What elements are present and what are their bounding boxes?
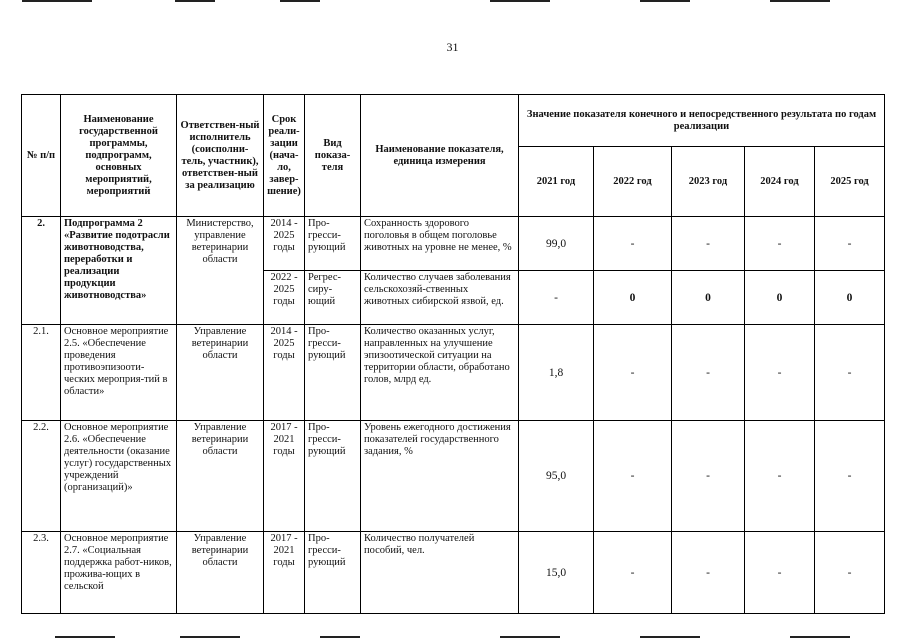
value-2023: - xyxy=(672,532,745,614)
row-num: 2.2. xyxy=(22,421,61,532)
top-scan-rule-6 xyxy=(770,0,830,2)
row-program-name: Основное мероприятие 2.6. «Обеспечение деятельности (оказание услуг) государственных учреждений (организаций)» xyxy=(61,421,177,532)
top-scan-rule-4 xyxy=(490,0,550,2)
row-term: 2022 - 2025 годы xyxy=(264,271,305,325)
row-responsible: Управление ветеринарии области xyxy=(177,421,264,532)
row-indicator-name: Количество оказанных услуг, направленных на улучшение эпизоотической ситуации на территории области, обработано голов, млрд ед. xyxy=(361,325,519,421)
bottom-scan-rule-1 xyxy=(55,636,115,638)
value-2024: - xyxy=(745,532,815,614)
row-indicator-type: Про-гресси-рующий xyxy=(305,421,361,532)
header-year-2023: 2023 год xyxy=(672,147,745,217)
header-responsible: Ответствен-ный исполнитель (соисполни-тель, участник), ответствен-ный за реализацию xyxy=(177,95,264,217)
header-indicator: Наименование показателя, единица измерения xyxy=(361,95,519,217)
header-type: Вид показа-теля xyxy=(305,95,361,217)
header-name: Наименование государственной программы, подпрограмм, основных мероприятий, мероприятий xyxy=(61,95,177,217)
top-scan-rule-5 xyxy=(640,0,690,2)
bottom-scan-rule-2 xyxy=(180,636,240,638)
value-2023: - xyxy=(672,217,745,271)
row-indicator-name: Количество случаев заболевания сельскохозяй-ственных животных сибирской язвой, ед. xyxy=(361,271,519,325)
row-indicator-name: Сохранность здорового поголовья в общем поголовье животных на уровне не менее, % xyxy=(361,217,519,271)
row-responsible: Управление ветеринарии области xyxy=(177,532,264,614)
bottom-scan-rule-5 xyxy=(640,636,700,638)
header-year-2021: 2021 год xyxy=(519,147,594,217)
table-row xyxy=(22,325,885,421)
bottom-scan-rule-3 xyxy=(320,636,360,638)
bottom-scan-rule-4 xyxy=(500,636,560,638)
value-2022: 0 xyxy=(594,271,672,325)
row-indicator-type: Про-гресси-рующий xyxy=(305,217,361,271)
row-indicator-type: Про-гресси-рующий xyxy=(305,532,361,614)
row-program-name: Основное мероприятие 2.5. «Обеспечение проведения противоэпизооти-ческих мероприя-тий в области» xyxy=(61,325,177,421)
top-scan-rule-3 xyxy=(280,0,320,2)
value-2025: - xyxy=(815,217,885,271)
value-2023: - xyxy=(672,421,745,532)
table-row xyxy=(22,421,885,532)
header-year-2022: 2022 год xyxy=(594,147,672,217)
header-num: № п/п xyxy=(22,95,61,217)
value-2025: - xyxy=(815,532,885,614)
row-indicator-type: Про-гресси-рующий xyxy=(305,325,361,421)
row-num: 2.1. xyxy=(22,325,61,421)
value-2024: - xyxy=(745,325,815,421)
value-2024: - xyxy=(745,421,815,532)
row-responsible: Управление ветеринарии области xyxy=(177,325,264,421)
header-values-group: Значение показателя конечного и непосредственного результата по годам реализации xyxy=(519,95,885,147)
row-num: 2.3. xyxy=(22,532,61,614)
header-row-1 xyxy=(22,95,885,147)
row-term: 2014 - 2025 годы xyxy=(264,325,305,421)
header-term: Срок реали-зации (нача-ло, завер-шение) xyxy=(264,95,305,217)
value-2025: - xyxy=(815,325,885,421)
row-program-name: Основное мероприятие 2.7. «Социальная поддержка работ-ников, прожива-ющих в сельской xyxy=(61,532,177,614)
value-2023: 0 xyxy=(672,271,745,325)
row-program-name: Подпрограмма 2 «Развитие подотрасли животноводства, переработки и реализации продукции животноводства» xyxy=(61,217,177,325)
value-2021: 15,0 xyxy=(519,532,594,614)
bottom-scan-rule-6 xyxy=(790,636,850,638)
value-2022: - xyxy=(594,532,672,614)
value-2024: 0 xyxy=(745,271,815,325)
indicators-table xyxy=(21,94,885,614)
row-term: 2014 - 2025 годы xyxy=(264,217,305,271)
header-year-2025: 2025 год xyxy=(815,147,885,217)
value-2022: - xyxy=(594,217,672,271)
row-num: 2. xyxy=(22,217,61,325)
value-2024: - xyxy=(745,217,815,271)
table-row xyxy=(22,532,885,614)
row-term: 2017 - 2021 годы xyxy=(264,532,305,614)
table-row xyxy=(22,217,885,271)
value-2021: 99,0 xyxy=(519,217,594,271)
value-2023: - xyxy=(672,325,745,421)
row-indicator-type: Регрес-сиру-ющий xyxy=(305,271,361,325)
row-indicator-name: Уровень ежегодного достижения показателей государственного задания, % xyxy=(361,421,519,532)
page-number: 31 xyxy=(446,40,459,54)
top-scan-rule-2 xyxy=(175,0,215,2)
header-year-2024: 2024 год xyxy=(745,147,815,217)
row-responsible: Министерство, управление ветеринарии области xyxy=(177,217,264,325)
row-term: 2017 - 2021 годы xyxy=(264,421,305,532)
value-2021: 1,8 xyxy=(519,325,594,421)
value-2021: 95,0 xyxy=(519,421,594,532)
value-2022: - xyxy=(594,325,672,421)
value-2025: - xyxy=(815,421,885,532)
value-2022: - xyxy=(594,421,672,532)
row-indicator-name: Количество получателей пособий, чел. xyxy=(361,532,519,614)
value-2021: - xyxy=(519,271,594,325)
value-2025: 0 xyxy=(815,271,885,325)
top-scan-rule-1 xyxy=(22,0,92,2)
